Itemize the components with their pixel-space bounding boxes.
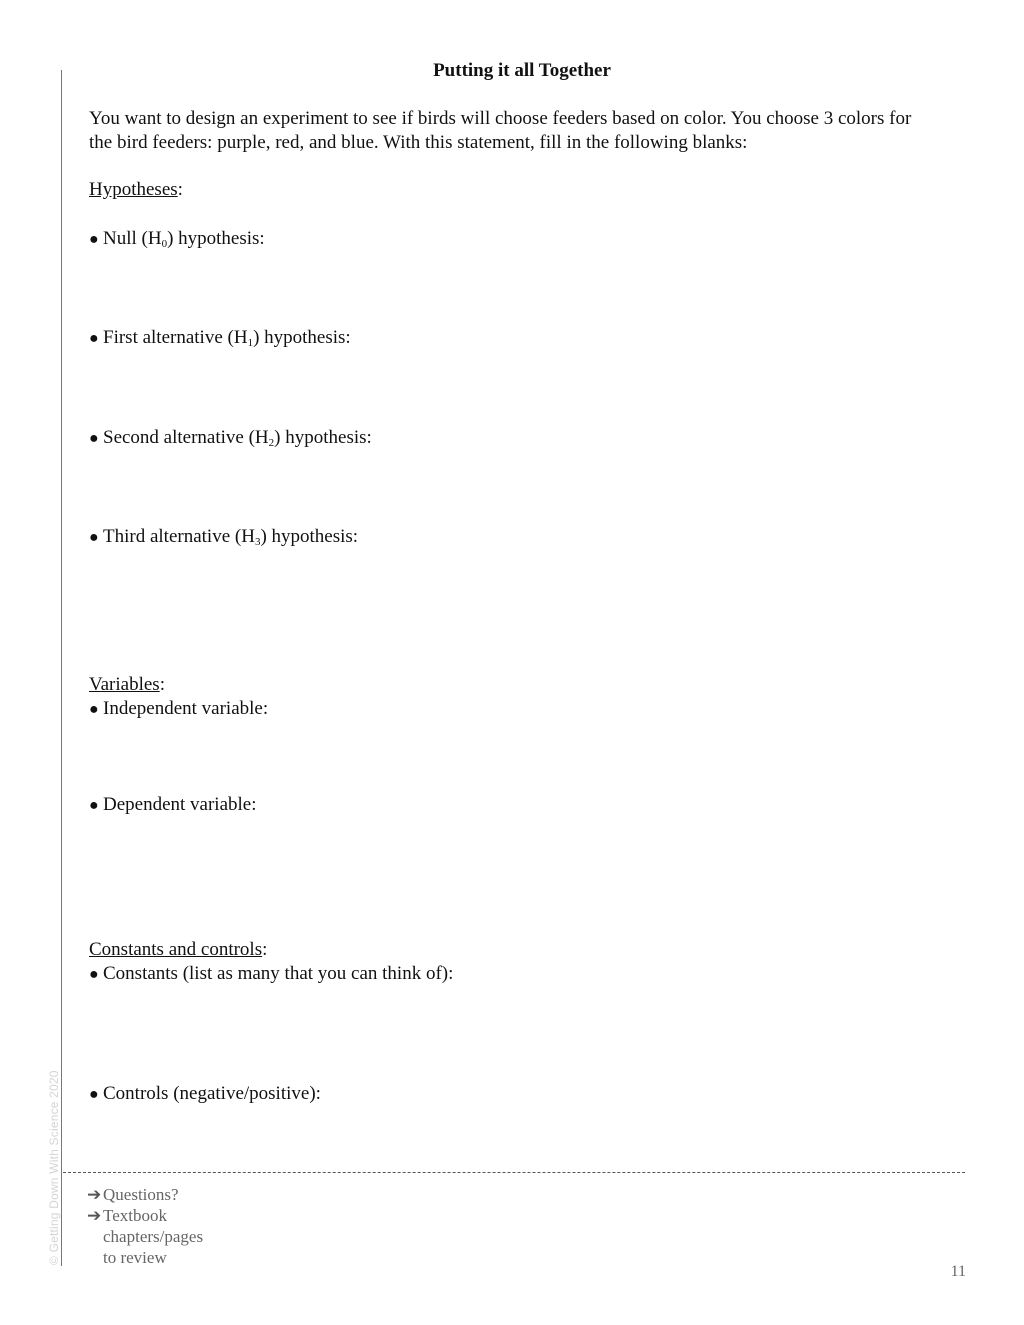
variables-heading-colon: : (159, 674, 165, 695)
first-alternative-text-end: ) hypothesis: (253, 327, 351, 348)
constants-controls-heading-label: Constants and controls (89, 939, 263, 960)
second-alternative-text: Second alternative (H (103, 427, 269, 448)
first-alternative-text: First alternative (H (103, 327, 248, 348)
review-textbook-text: Textbook (103, 1206, 167, 1225)
third-alternative-subscript: 3 (254, 536, 261, 548)
bullet-icon: ● (89, 797, 99, 814)
third-alternative-text-end: ) hypothesis: (260, 526, 359, 547)
left-margin-line (61, 70, 62, 1266)
page-title: Putting it all Together (433, 60, 611, 81)
constants-controls-heading-colon: : (262, 939, 268, 960)
null-hypothesis-text: Null (H (103, 228, 162, 249)
independent-variable-prompt (89, 698, 268, 720)
constants-prompt (89, 963, 453, 985)
bullet-icon: ● (89, 430, 99, 447)
independent-variable-text: Independent variable: (103, 698, 269, 719)
page-number: 11 (950, 1263, 966, 1280)
copyright-notice: © Getting Down With Science 2020 (47, 1070, 61, 1265)
constants-controls-heading (89, 939, 267, 961)
bullet-icon: ● (89, 1086, 99, 1103)
second-alternative-subscript: 2 (268, 437, 275, 449)
variables-heading (89, 674, 165, 696)
dependent-variable-prompt (89, 794, 257, 816)
controls-prompt (89, 1083, 321, 1105)
bullet-icon: ● (89, 231, 99, 248)
third-alternative-text: Third alternative (H (103, 526, 255, 547)
first-alternative-hypothesis-prompt (89, 327, 351, 349)
second-alternative-hypothesis-prompt (89, 427, 372, 449)
dependent-variable-text: Dependent variable: (103, 794, 257, 815)
hypotheses-heading (89, 179, 183, 201)
bullet-icon: ● (89, 529, 99, 546)
review-textbook-row (87, 1205, 203, 1226)
dashed-divider (63, 1172, 965, 1173)
null-hypothesis-text-end: ) hypothesis: (167, 228, 265, 249)
bullet-icon: ● (89, 966, 99, 983)
review-notes (87, 1184, 203, 1268)
arrow-right-icon: ➔ (87, 1185, 102, 1204)
hypotheses-heading-colon: : (177, 179, 183, 200)
controls-text: Controls (negative/positive): (103, 1083, 321, 1104)
arrow-right-icon: ➔ (87, 1206, 102, 1225)
intro-paragraph: You want to design an experiment to see if birds will choose feeders based on color. You choose 3 colors for the bird feeders: purple, red, and blue. With this statement, fill in the following blanks: (89, 108, 912, 153)
hypotheses-heading-label: Hypotheses (89, 179, 178, 200)
third-alternative-hypothesis-prompt (89, 526, 358, 548)
first-alternative-subscript: 1 (247, 337, 254, 349)
review-textbook-line3: to review (103, 1248, 167, 1267)
constants-text: Constants (list as many that you can think of): (103, 963, 454, 984)
review-textbook-line2: chapters/pages (103, 1227, 204, 1246)
review-questions-text: Questions? (103, 1185, 179, 1204)
bullet-icon: ● (89, 330, 99, 347)
null-hypothesis-prompt (89, 228, 265, 250)
bullet-icon: ● (89, 701, 99, 718)
null-hypothesis-subscript: 0 (161, 238, 168, 250)
review-questions-row (87, 1184, 203, 1205)
variables-heading-label: Variables (89, 674, 160, 695)
second-alternative-text-end: ) hypothesis: (274, 427, 372, 448)
